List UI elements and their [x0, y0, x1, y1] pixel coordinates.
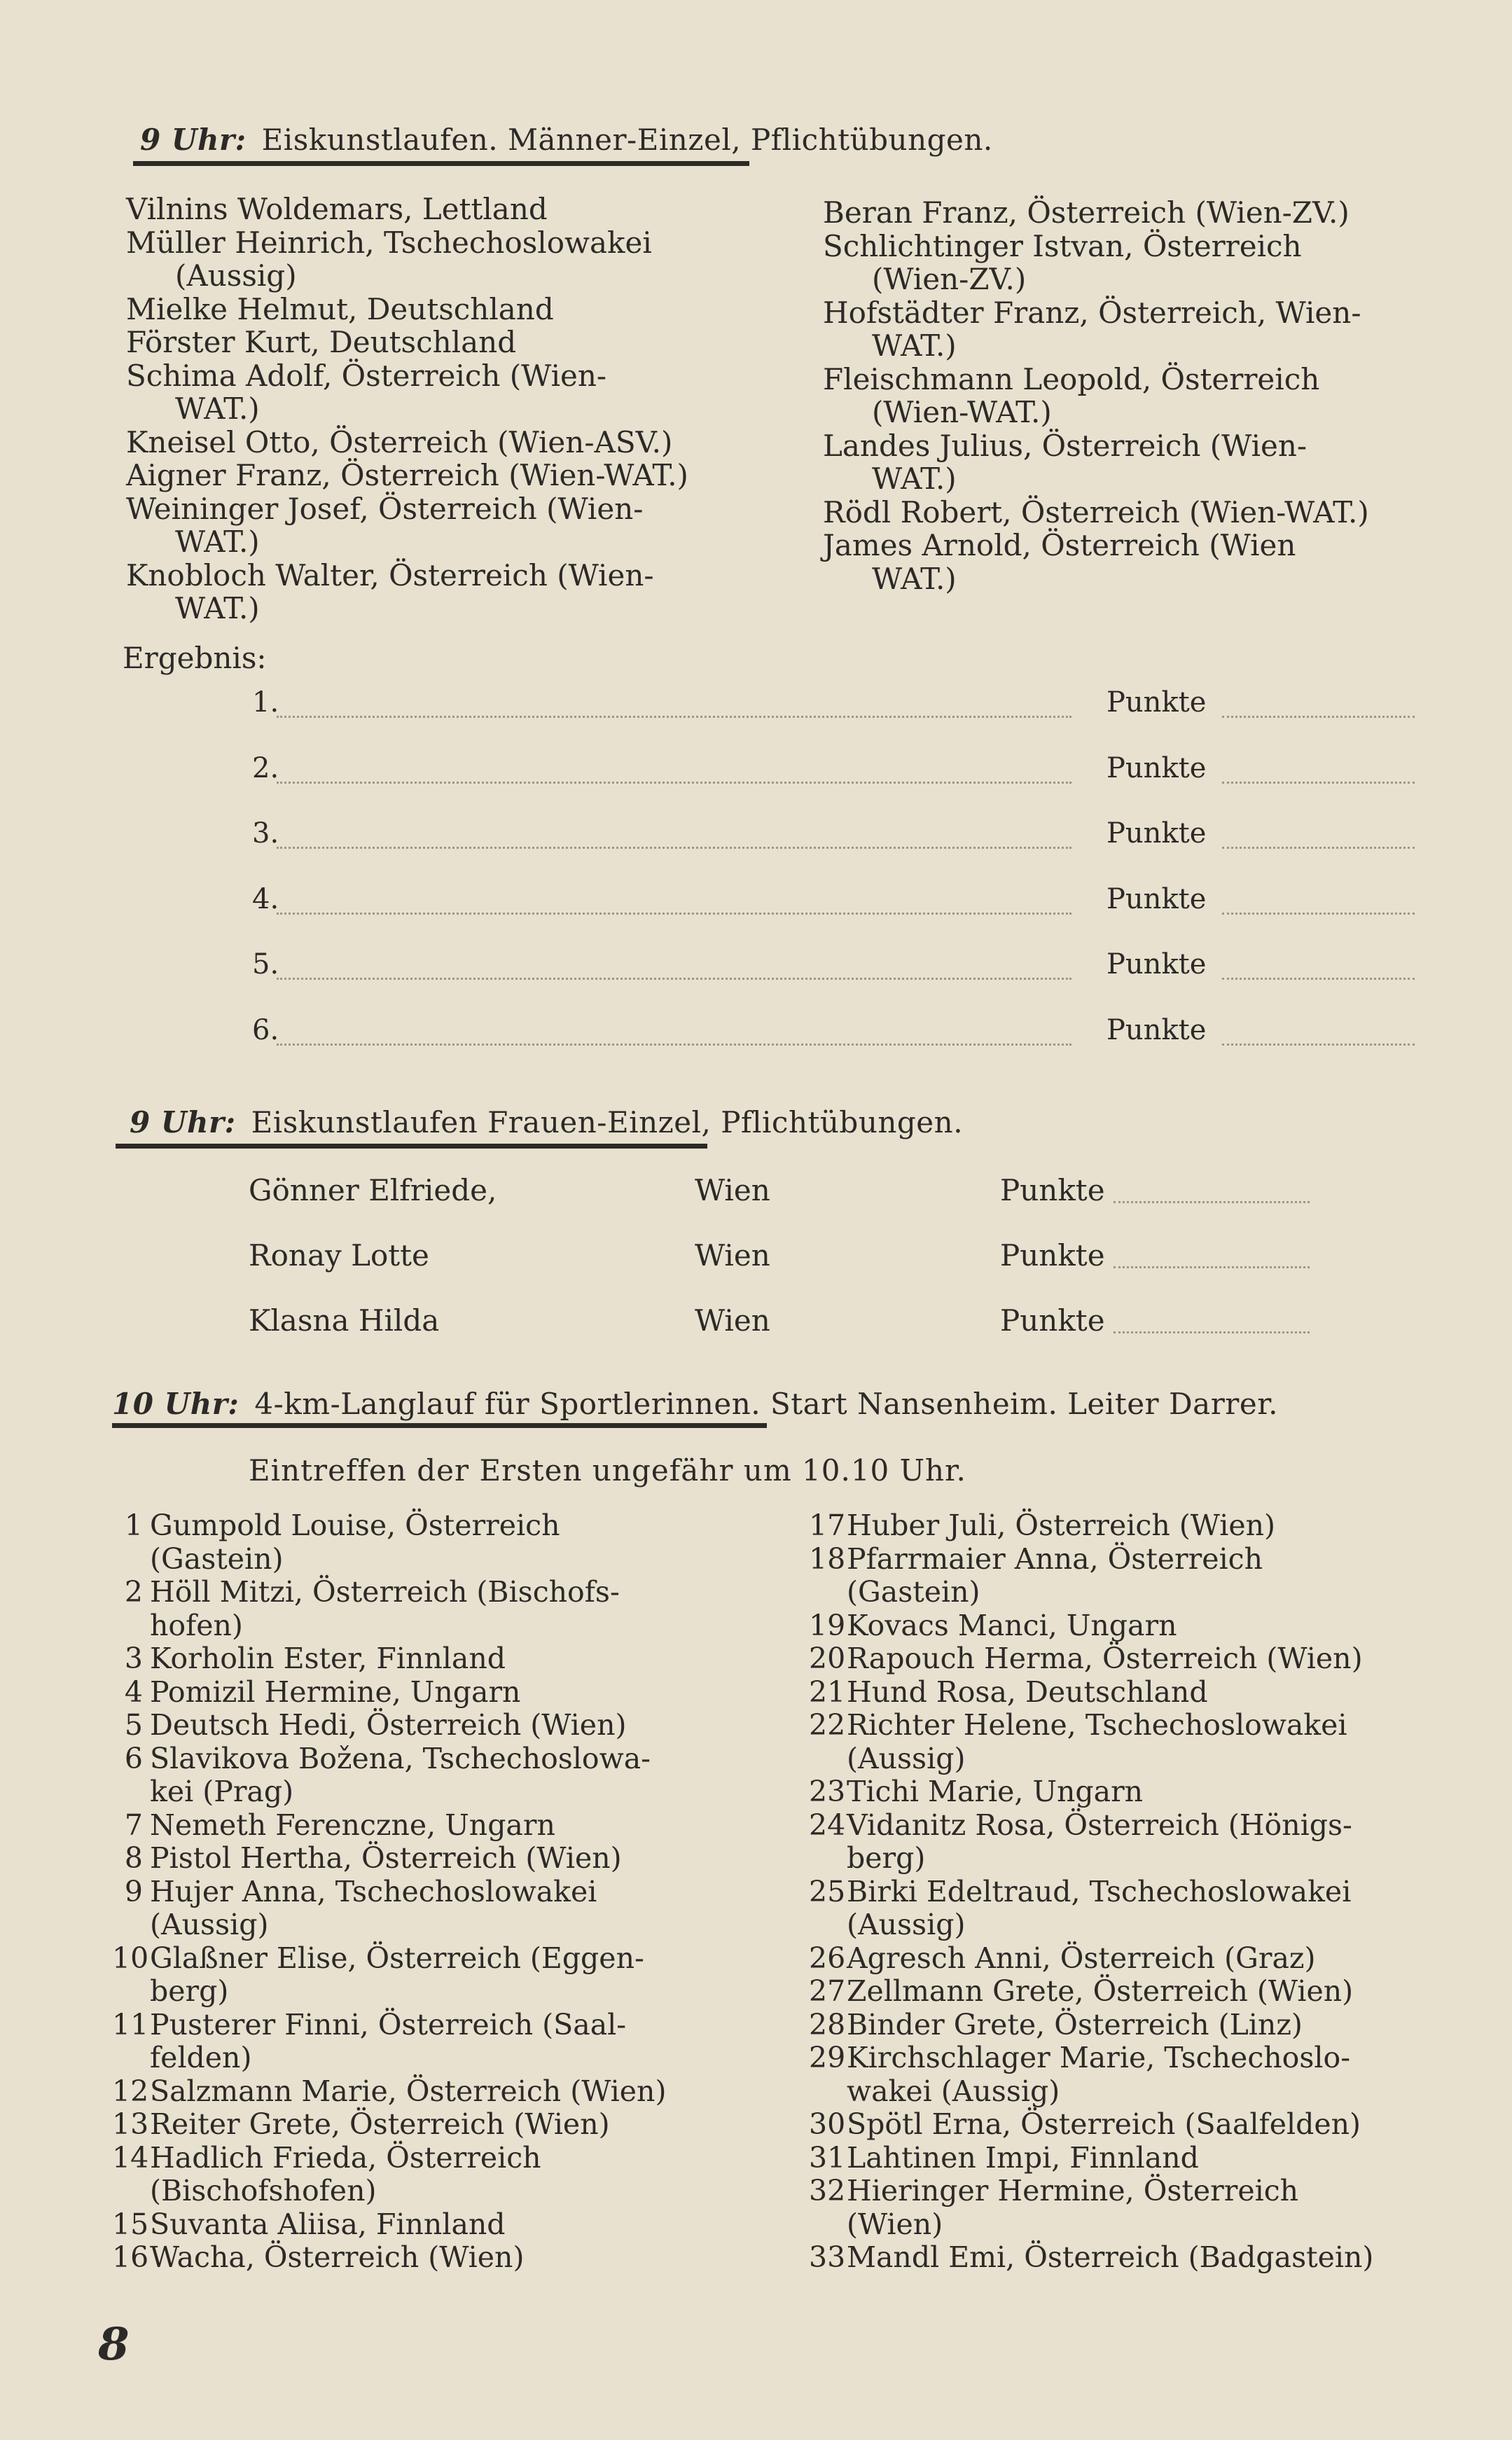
entry-text: Korholin Ester, Finnland [150, 1642, 506, 1675]
punkte-dotted-line [1222, 847, 1415, 849]
entrant-line: (Aussig) [175, 258, 297, 293]
entry-line [112, 1876, 742, 1909]
entry-number: 33 [809, 2240, 846, 2274]
entry-number: 6 [124, 1741, 143, 1775]
result-dotted-line [277, 1044, 1071, 1046]
entry-line [112, 1509, 742, 1543]
entry-line [809, 2108, 1474, 2142]
entry-text: Lahtinen Impi, Finnland [847, 2140, 1199, 2175]
entry-number: 28 [809, 2007, 846, 2042]
result-rank: 3. [252, 817, 279, 850]
entry-line [809, 1942, 1474, 1976]
list-item [112, 2241, 742, 2275]
entry-line [112, 1676, 742, 1710]
entry-number: 21 [809, 1675, 846, 1709]
skater-row [0, 1173, 1512, 1207]
entry-line [112, 1942, 742, 1976]
entry-text: Richter Helene, Tschechoslowakei [847, 1708, 1347, 1742]
entry-number: 14 [112, 2140, 149, 2175]
entry-line [809, 1609, 1474, 1643]
skater-city: Wien [695, 1303, 770, 1338]
entry-line [809, 1975, 1474, 2009]
result-row [0, 1014, 1512, 1048]
entry-line [112, 1709, 742, 1742]
entry-line [112, 2108, 742, 2142]
punkte-label: Punkte [1107, 686, 1207, 719]
list-item [112, 1842, 742, 1876]
section-heading-men [140, 123, 993, 157]
arrival-note: Eintreffen der Ersten ungefähr um 10.10 Uhr. [249, 1453, 966, 1488]
entry-number: 24 [809, 1808, 846, 1842]
result-dotted-line [277, 716, 1071, 718]
entry-text: Glaßner Elise, Österreich (Eggen- [150, 1941, 644, 1975]
entrant-line: Müller Heinrich, Tschechoslowakei [126, 225, 652, 260]
entry-line [809, 1809, 1474, 1843]
entry-line [809, 1509, 1474, 1543]
entrant-line: Fleischmann Leopold, Österreich [823, 361, 1320, 396]
entry-text: Spötl Erna, Österreich (Saalfelden) [847, 2107, 1361, 2141]
entry-number: 7 [124, 1808, 143, 1842]
result-rank: 4. [252, 882, 279, 915]
punkte-label: Punkte [1000, 1303, 1105, 1338]
entry-number: 9 [124, 1874, 143, 1908]
entry-line [809, 2142, 1474, 2175]
result-dotted-line [277, 978, 1071, 980]
punkte-dotted-line [1222, 782, 1415, 784]
list-item [809, 2241, 1474, 2275]
langlauf-entrants-right [809, 1509, 1474, 2275]
entrant-line: Kneisel Otto, Österreich (Wien-ASV.) [126, 424, 673, 459]
punkte-label: Punkte [1107, 817, 1207, 850]
entry-line [112, 2142, 742, 2175]
punkte-label: Punkte [1107, 751, 1207, 784]
list-item [112, 2142, 742, 2208]
entry-number: 26 [809, 1941, 846, 1975]
entry-text: Huber Juli, Österreich (Wien) [847, 1509, 1275, 1542]
result-rank: 6. [252, 1013, 279, 1046]
entry-number: 13 [112, 2107, 149, 2141]
entry-line [809, 1709, 1474, 1742]
entrant-line: Schima Adolf, Österreich (Wien- [126, 358, 607, 393]
list-item [809, 1775, 1474, 1809]
entry-continuation: (Gastein) [847, 1575, 980, 1609]
entry-number: 22 [809, 1708, 846, 1742]
punkte-label: Punkte [1107, 1013, 1207, 1046]
skater-city: Wien [695, 1173, 770, 1207]
entry-text: Hadlich Frieda, Österreich [150, 2140, 541, 2175]
entry-text: Kirchschlager Marie, Tschechoslo- [847, 2041, 1351, 2074]
entry-number: 32 [809, 2174, 846, 2207]
result-row [0, 883, 1512, 917]
entrant-line: WAT.) [872, 561, 957, 596]
entry-line [809, 2009, 1474, 2042]
entry-line [809, 2175, 1474, 2208]
entry-line [112, 2208, 742, 2242]
entry-number: 18 [809, 1541, 846, 1576]
list-item [809, 1609, 1474, 1643]
entry-line [112, 2241, 742, 2275]
list-item [112, 1942, 742, 2009]
list-item [112, 1742, 742, 1809]
heading-time: 10 Uhr: [112, 1387, 240, 1421]
list-item [809, 1509, 1474, 1543]
list-item [809, 2108, 1474, 2142]
entry-number: 11 [112, 2007, 149, 2042]
entry-text: Zellmann Grete, Österreich (Wien) [847, 1974, 1354, 2008]
entry-number: 20 [809, 1642, 846, 1675]
entry-text: Salzmann Marie, Österreich (Wien) [150, 2074, 667, 2108]
entry-text: Pomizil Hermine, Ungarn [150, 1675, 521, 1709]
entry-number: 29 [809, 2041, 846, 2074]
section-heading-women [130, 1105, 963, 1139]
result-row [0, 817, 1512, 851]
entry-continuation: (Wien) [847, 2207, 943, 2241]
skater-name: Klasna Hilda [249, 1303, 440, 1338]
entry-text: Hujer Anna, Tschechoslowakei [150, 1874, 597, 1908]
entrant-line: Mielke Helmut, Deutschland [126, 291, 554, 326]
punkte-dotted-line [1222, 978, 1415, 980]
list-item [112, 1576, 742, 1642]
page-number: 8 [98, 2318, 130, 2371]
list-item [809, 2042, 1474, 2108]
skater-name: Ronay Lotte [249, 1238, 429, 1273]
heading-time: 9 Uhr: [140, 123, 247, 157]
entry-text: Pistol Hertha, Österreich (Wien) [150, 1841, 622, 1875]
entry-line [112, 1576, 742, 1609]
list-item [112, 1709, 742, 1742]
entry-text: Wacha, Österreich (Wien) [150, 2240, 525, 2274]
entry-number: 17 [809, 1509, 846, 1542]
punkte-dotted-line [1222, 1044, 1415, 1046]
entry-text: Nemeth Ferenczne, Ungarn [150, 1808, 555, 1842]
entry-number: 12 [112, 2074, 149, 2108]
entry-continuation: kei (Prag) [150, 1775, 294, 1808]
entrant-line: Rödl Robert, Österreich (Wien-WAT.) [823, 494, 1369, 529]
entrant-line: (Wien-WAT.) [872, 395, 1052, 429]
ergebnis-label: Ergebnis: [123, 641, 267, 675]
punkte-dotted-line [1114, 1266, 1310, 1268]
entry-continuation: (Aussig) [150, 1908, 269, 1941]
entry-continuation: wakei (Aussig) [847, 2074, 1060, 2108]
punkte-dotted-line [1222, 913, 1415, 915]
heading-rest: Pflichtübungen. [750, 123, 993, 157]
men-entrants-right [823, 196, 1439, 595]
entry-continuation: (Aussig) [847, 1741, 966, 1775]
entrant-line: WAT.) [872, 462, 957, 496]
heading-underline [112, 1423, 767, 1428]
list-item [112, 1809, 742, 1843]
heading-time: 9 Uhr: [130, 1105, 236, 1139]
list-item [809, 1876, 1474, 1942]
entry-text: Pfarrmaier Anna, Österreich [847, 1541, 1263, 1576]
list-item [809, 2175, 1474, 2241]
entry-line [112, 1742, 742, 1776]
list-item [809, 1543, 1474, 1609]
entrant-line: Weininger Josef, Österreich (Wien- [126, 491, 644, 526]
list-item [809, 1809, 1474, 1876]
entrant-line: Hofstädter Franz, Österreich, Wien- [823, 295, 1361, 330]
result-row [0, 948, 1512, 982]
entry-line [809, 2241, 1474, 2275]
entry-number: 30 [809, 2107, 846, 2141]
entry-text: Slavikova Božena, Tschechoslowa- [150, 1741, 651, 1775]
entry-text: Suvanta Aliisa, Finnland [150, 2207, 506, 2241]
entry-number: 31 [809, 2140, 846, 2175]
list-item [809, 1942, 1474, 1976]
list-item [809, 2142, 1474, 2175]
entry-line [112, 1809, 742, 1843]
entry-continuation: berg) [847, 1841, 926, 1875]
heading-title: Eiskunstlaufen. Männer-Einzel, [261, 123, 742, 157]
entry-line [809, 1642, 1474, 1676]
entry-line [112, 1842, 742, 1876]
list-item [809, 1709, 1474, 1775]
list-item [112, 2075, 742, 2109]
list-item [112, 2108, 742, 2142]
entrant-line: Knobloch Walter, Österreich (Wien- [126, 557, 654, 592]
punkte-dotted-line [1222, 716, 1415, 718]
list-item [809, 1975, 1474, 2009]
list-item [112, 1509, 742, 1576]
result-row [0, 752, 1512, 786]
entry-continuation: (Gastein) [150, 1541, 284, 1576]
entrant-line: WAT.) [872, 328, 957, 363]
entrant-line: Vilnins Woldemars, Lettland [126, 192, 548, 226]
list-item [809, 2009, 1474, 2042]
entry-text: Binder Grete, Österreich (Linz) [847, 2007, 1303, 2042]
entry-line [112, 2075, 742, 2109]
entry-continuation: (Aussig) [847, 1908, 966, 1941]
entry-number: 27 [809, 1974, 846, 2008]
entry-text: Vidanitz Rosa, Österreich (Hönigs- [847, 1808, 1352, 1842]
result-dotted-line [277, 847, 1071, 849]
entry-text: Birki Edeltraud, Tschechoslowakei [847, 1874, 1352, 1908]
entry-text: Reiter Grete, Österreich (Wien) [150, 2107, 610, 2141]
list-item [112, 1876, 742, 1942]
entry-line [809, 1543, 1474, 1576]
entry-number: 19 [809, 1608, 846, 1642]
entrant-line: Förster Kurt, Deutschland [126, 325, 517, 359]
entrant-line: Landes Julius, Österreich (Wien- [823, 428, 1308, 463]
result-row [0, 686, 1512, 720]
entry-line [809, 1676, 1474, 1710]
entry-number: 4 [124, 1675, 143, 1709]
entry-line [112, 1642, 742, 1676]
entry-line [809, 1876, 1474, 1909]
entry-number: 25 [809, 1874, 846, 1908]
langlauf-entrants-left [112, 1509, 742, 2275]
entry-number: 1 [124, 1509, 143, 1542]
skater-row [0, 1238, 1512, 1272]
entry-line [112, 2009, 742, 2042]
punkte-label: Punkte [1107, 882, 1207, 915]
entry-text: Hund Rosa, Deutschland [847, 1675, 1208, 1709]
list-item [112, 1642, 742, 1676]
entry-continuation: hofen) [150, 1608, 243, 1642]
entry-text: Agresch Anni, Österreich (Graz) [847, 1941, 1316, 1975]
entry-number: 15 [112, 2207, 149, 2241]
entry-text: Pusterer Finni, Österreich (Saal- [150, 2007, 627, 2042]
entry-number: 3 [124, 1642, 143, 1675]
skater-name: Gönner Elfriede, [249, 1173, 497, 1207]
entry-continuation: berg) [150, 1974, 229, 2008]
men-entrants-left [126, 193, 742, 625]
entry-text: Tichi Marie, Ungarn [847, 1775, 1144, 1808]
heading-title: 4-km-Langlauf für Sportlerinnen. [254, 1387, 761, 1421]
result-rank: 2. [252, 751, 279, 784]
entry-text: Gumpold Louise, Österreich [150, 1509, 560, 1542]
entrant-line: WAT.) [175, 391, 260, 426]
entry-number: 5 [124, 1708, 143, 1742]
entry-text: Deutsch Hedi, Österreich (Wien) [150, 1708, 627, 1742]
entrant-line: Schlichtinger Istvan, Österreich [823, 228, 1302, 263]
entry-number: 16 [112, 2240, 149, 2274]
result-dotted-line [277, 782, 1071, 784]
punkte-dotted-line [1114, 1331, 1310, 1333]
entrant-line: WAT.) [175, 525, 260, 559]
punkte-dotted-line [1114, 1201, 1310, 1203]
list-item [112, 2208, 742, 2242]
entry-text: Rapouch Herma, Österreich (Wien) [847, 1642, 1363, 1675]
punkte-label: Punkte [1000, 1173, 1105, 1207]
heading-rest: Start Nansenheim. Leiter Darrer. [770, 1387, 1279, 1421]
list-item [112, 2009, 742, 2075]
heading-underline [133, 161, 749, 166]
entry-continuation: felden) [150, 2041, 252, 2074]
result-rank: 1. [252, 686, 279, 719]
heading-underline [116, 1144, 707, 1149]
entry-text: Mandl Emi, Österreich (Badgastein) [847, 2240, 1374, 2274]
result-rank: 5. [252, 948, 279, 980]
result-dotted-line [277, 913, 1071, 915]
entry-text: Hieringer Hermine, Österreich [847, 2174, 1299, 2207]
entrant-line: (Wien-ZV.) [872, 262, 1027, 296]
entrant-line: Beran Franz, Österreich (Wien-ZV.) [823, 195, 1350, 230]
entry-continuation: (Bischofshofen) [150, 2174, 377, 2207]
list-item [809, 1642, 1474, 1676]
section-heading-langlauf [112, 1387, 1278, 1421]
entrant-line: Aigner Franz, Österreich (Wien-WAT.) [126, 458, 688, 492]
heading-title: Eiskunstlaufen Frauen-Einzel, [251, 1105, 712, 1139]
entry-number: 10 [112, 1941, 149, 1975]
entry-text: Höll Mitzi, Österreich (Bischofs- [150, 1575, 620, 1609]
entry-line [809, 1775, 1474, 1809]
list-item [809, 1676, 1474, 1710]
entry-line [809, 2042, 1474, 2075]
entry-number: 23 [809, 1775, 846, 1808]
skater-city: Wien [695, 1238, 770, 1273]
punkte-label: Punkte [1000, 1238, 1105, 1273]
entry-number: 8 [124, 1841, 143, 1875]
entrant-line: James Arnold, Österreich (Wien [823, 528, 1296, 562]
heading-rest: Pflichtübungen. [721, 1105, 964, 1139]
entry-text: Kovacs Manci, Ungarn [847, 1608, 1177, 1642]
punkte-label: Punkte [1107, 948, 1207, 980]
entrant-line: WAT.) [175, 591, 260, 625]
skater-row [0, 1303, 1512, 1337]
list-item [112, 1676, 742, 1710]
entry-number: 2 [124, 1575, 143, 1609]
